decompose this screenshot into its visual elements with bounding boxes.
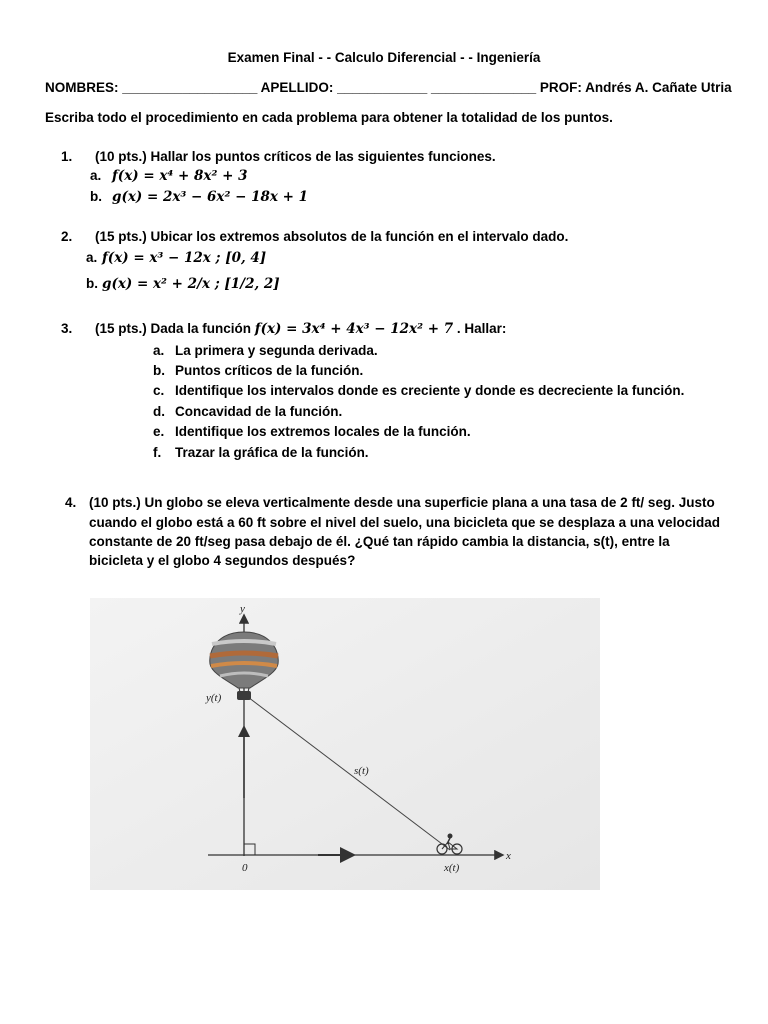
problem-1b-expression: g(x) = 2x³ − 6x² − 18x + 1 — [112, 189, 309, 205]
problem-3-item-label: f. — [153, 445, 162, 460]
problem-3-item — [153, 343, 378, 358]
problem-4-line-1 — [65, 495, 715, 510]
problem-3-item — [153, 445, 369, 460]
problem-2a-expression: f(x) = x³ − 12x ; [0, 4] — [102, 250, 267, 266]
problem-3-item-label: b. — [153, 363, 165, 378]
problem-1a — [90, 168, 247, 184]
problem-2b-expression: g(x) = x² + 2/x ; [1/2, 2] — [102, 276, 280, 292]
instructions: Escriba todo el procedimiento en cada problema para obtener la totalidad de los puntos. — [45, 110, 613, 125]
balloon-height-label: y(t) — [206, 692, 222, 704]
y-axis-label: y — [240, 603, 245, 615]
problem-3-item-label: d. — [153, 404, 165, 419]
problem-3-text: (15 pts.) Dada la función — [95, 321, 252, 336]
problem-2a — [86, 250, 266, 266]
exam-title: Examen Final - - Calculo Diferencial - - Ingeniería — [227, 50, 541, 65]
problem-3-heading — [61, 321, 506, 337]
origin-label: 0 — [242, 862, 248, 874]
problem-4-line-4: bicicleta y el globo 4 segundos después? — [89, 553, 356, 568]
problem-2-heading — [61, 229, 568, 244]
bicycle-position-label: x(t) — [444, 862, 460, 874]
problem-1b-label: b. — [90, 189, 102, 204]
student-info-line: NOMBRES: __________________ APELLIDO: ____________ ______________ PROF: Andrés A. Cañate Utria — [45, 80, 732, 95]
problem-1b — [90, 189, 308, 205]
problem-1-number: 1. — [61, 149, 73, 164]
problem-4-number: 4. — [65, 495, 77, 510]
figure-background — [90, 598, 600, 890]
figure-drawing — [90, 598, 600, 890]
problem-3-item-text: Puntos críticos de la función. — [175, 363, 364, 378]
balloon-bicycle-figure — [90, 598, 600, 890]
problem-1a-expression: f(x) = x⁴ + 8x² + 3 — [112, 168, 248, 184]
problem-3-expression: f(x) = 3x⁴ + 4x³ − 12x² + 7 — [254, 321, 454, 337]
problem-4-text: (10 pts.) Un globo se eleva verticalmente desde una superficie plana a una tasa de 2 ft/ seg. Justo — [89, 495, 715, 510]
problem-3-item — [153, 424, 471, 439]
problem-1-heading — [61, 149, 496, 164]
problem-1a-label: a. — [90, 168, 102, 183]
problem-3-item-label: c. — [153, 383, 165, 398]
problem-2b — [86, 276, 280, 292]
problem-3-item-label: e. — [153, 424, 165, 439]
problem-3-item-text: Identifique los intervalos donde es creciente y donde es decreciente la función. — [175, 383, 685, 398]
problem-2b-label: b. — [86, 276, 98, 291]
problem-4-line-3: constante de 20 ft/seg pasa debajo de él. ¿Qué tan rápido cambia la distancia, s(t), entre la — [89, 534, 670, 549]
distance-label: s(t) — [354, 765, 369, 777]
problem-2-number: 2. — [61, 229, 73, 244]
problem-3-number: 3. — [61, 321, 73, 336]
problem-3-item — [153, 363, 363, 378]
problem-3-item — [153, 383, 684, 398]
problem-3-item-text: Concavidad de la función. — [175, 404, 343, 419]
problem-3-item-text: Identifique los extremos locales de la función. — [175, 424, 471, 439]
problem-3-tail: . Hallar: — [456, 321, 507, 336]
problem-2a-label: a. — [86, 250, 98, 265]
problem-3-item-text: Trazar la gráfica de la función. — [175, 445, 369, 460]
x-axis-label: x — [506, 850, 511, 862]
problem-3-item-label: a. — [153, 343, 165, 358]
problem-2-text: (15 pts.) Ubicar los extremos absolutos de la función en el intervalo dado. — [95, 229, 569, 244]
problem-3-item-text: La primera y segunda derivada. — [175, 343, 378, 358]
problem-4-line-2: cuando el globo está a 60 ft sobre el nivel del suelo, una bicicleta que se desplaza a una velocidad — [89, 515, 720, 530]
problem-3-item — [153, 404, 342, 419]
problem-1-text: (10 pts.) Hallar los puntos críticos de las siguientes funciones. — [95, 149, 496, 164]
